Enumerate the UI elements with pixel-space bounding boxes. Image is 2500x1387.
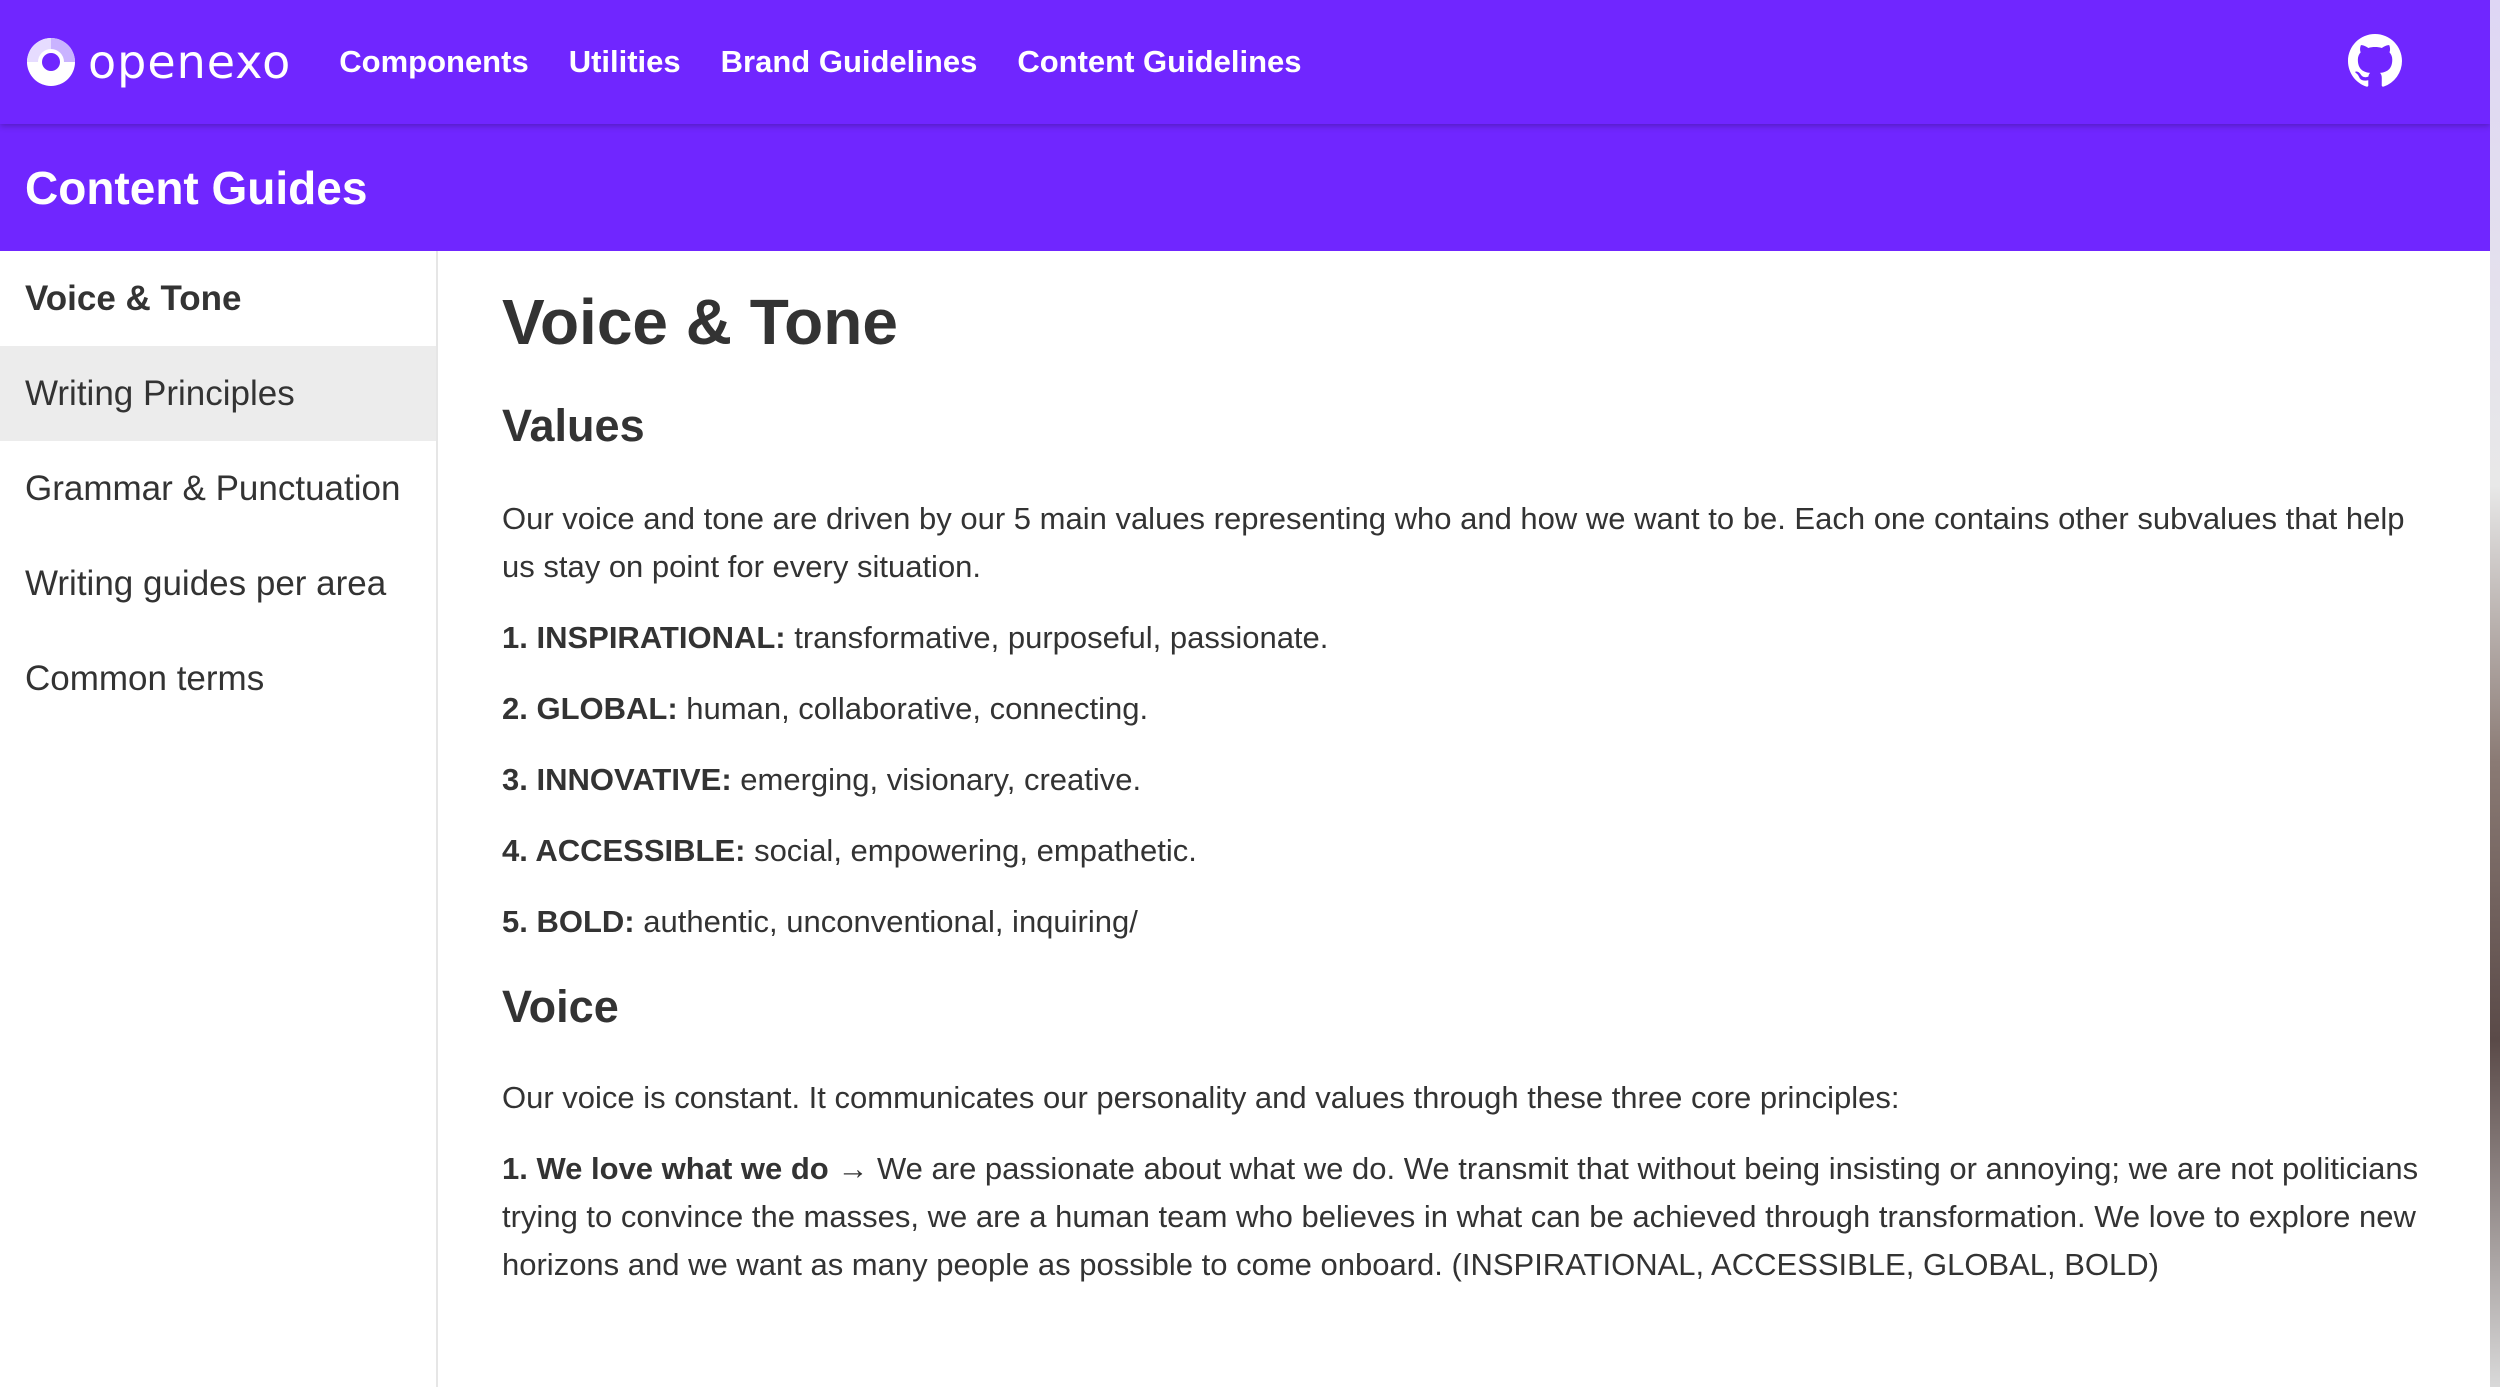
nav-link-utilities[interactable]: Utilities [568, 44, 681, 79]
sidebar-item-label: Writing guides per area [25, 563, 387, 603]
nav-link-brand-guidelines[interactable]: Brand Guidelines [720, 44, 978, 79]
nav-link-content-guidelines[interactable]: Content Guidelines [1017, 44, 1302, 79]
value-text: emerging, visionary, creative. [731, 762, 1142, 798]
voice-intro: Our voice is constant. It communicates our personality and values through these three core principles: [502, 1080, 1900, 1116]
value-key: 5. BOLD: [502, 904, 635, 940]
principle-key: 1. We love what we do [502, 1151, 829, 1187]
sidebar-item-writing-principles[interactable] [0, 346, 436, 441]
value-text: authentic, unconventional, inquiring/ [634, 904, 1138, 940]
background-window-edge [2490, 0, 2500, 1387]
page-title: Voice & Tone [502, 286, 898, 358]
main-nav [339, 44, 1341, 80]
openexo-logo-icon [24, 35, 78, 89]
values-intro: Our voice and tone are driven by our 5 main values representing who and how we want to be. Each one contains other subvalues that help us stay on point for every situation. [502, 501, 2405, 585]
sidebar-item-voice-tone[interactable] [0, 251, 436, 346]
values-heading: Values [502, 400, 645, 452]
sidebar-item-writing-guides[interactable] [0, 536, 436, 631]
value-key: 2. GLOBAL: [502, 691, 678, 727]
sidebar-item-label: Grammar & Punctuation [25, 468, 401, 508]
sidebar [0, 251, 438, 1387]
value-key: 1. INSPIRATIONAL: [502, 620, 786, 656]
top-navbar [0, 0, 2490, 124]
sidebar-item-grammar-punctuation[interactable] [0, 441, 436, 536]
value-item [502, 685, 2432, 733]
value-text: human, collaborative, connecting. [677, 691, 1149, 727]
sidebar-item-label: Writing Principles [25, 373, 295, 413]
value-key: 3. INNOVATIVE: [502, 762, 732, 798]
value-item [502, 614, 2432, 662]
section-title: Content Guides [25, 161, 368, 214]
value-key: 4. ACCESSIBLE: [502, 833, 746, 869]
value-item [502, 827, 2432, 875]
value-text: transformative, purposeful, passionate. [785, 620, 1329, 656]
brand-name: openexo [88, 35, 292, 89]
principle-item [502, 1145, 2432, 1289]
sidebar-item-label: Voice & Tone [25, 278, 242, 318]
sidebar-item-label: Common terms [25, 658, 265, 698]
value-item [502, 756, 2432, 804]
value-item [502, 898, 2432, 946]
brand-home-link[interactable] [24, 35, 291, 89]
nav-link-components[interactable]: Components [339, 44, 529, 79]
sidebar-item-common-terms[interactable] [0, 631, 436, 726]
github-icon[interactable] [2348, 34, 2402, 88]
value-text: social, empowering, empathetic. [745, 833, 1197, 869]
section-header [0, 124, 2490, 251]
principle-text: → We are passionate about what we do. We transmit that without being insisting or annoying; we are not politicians trying to convince the masses, we are a human team who believes in what can be achieved through transformation. We love to explore new horizons and we want as many people as possible to come onboard. (INSPIRATIONAL, ACCESSIBLE, GLOBAL, BOLD) [502, 1151, 2419, 1283]
voice-heading: Voice [502, 981, 619, 1033]
main-content [502, 251, 2432, 1387]
